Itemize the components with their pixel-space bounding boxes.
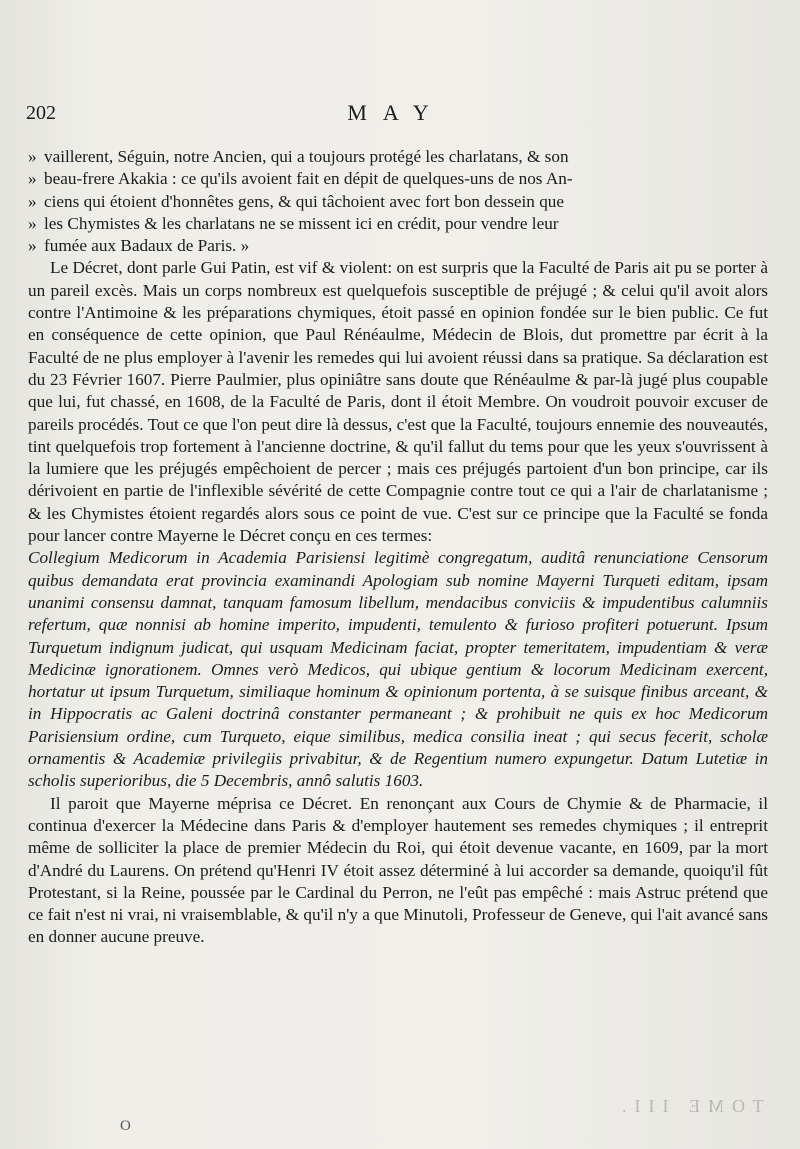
show-through-text: TOME III. [614, 1096, 764, 1116]
quote-line: » beau-frere Akakia : ce qu'ils avoient fait en dépit de quelques-uns de nos An- [28, 169, 573, 189]
quote-line: » ciens qui étoient d'honnêtes gens, & qui tâchoient avec fort bon dessein que [28, 191, 565, 211]
page-number: 202 [26, 102, 56, 124]
paragraph-mayerne: Il paroit que Mayerne méprisa ce Décret. En renonçant aux Cours de Chymie & de Pharmacie, il continua d'exercer la Médecine dans Paris & d'employer hautement ses remedes chymiques ; il entreprit même de solliciter la place de premier Médecin du Roi, qui étoit devenue vacante, en 1609, par la mort d'André du Laurens. On prétend qu'Henri IV étoit assez déterminé à lui accorder sa demande, quoiqu'il fût Protestant, si la Reine, poussée par le Cardinal du Perron, ne l'eût pas empêché : mais Astruc prétend que ce fait n'est ni vrai, ni vraisemblable, & qu'il n'y a que Minutoli, Professeur de Geneve, qui l'ait avancé sans en donner aucune preuve. [28, 793, 768, 947]
quote-line: » les Chymistes & les charlatans ne se missent ici en crédit, pour vendre leur [28, 213, 559, 233]
running-head: MAY [347, 100, 445, 125]
page-header [26, 100, 766, 130]
page-footer-mark: O [120, 1118, 131, 1134]
quote-line: » fumée aux Badaux de Paris. » [28, 236, 250, 256]
latin-decree: Collegium Medicorum in Academia Parisiensi legitimè congregatum, auditâ renunciatione Censorum quibus demandata erat provincia examinandi Apologiam sub nomine Mayerni Turqueti editam, ipsam unanimi consensu damnat, tanquam famosum libellum, mendacibus conviciis & impudentibus calumniis refertum, quæ nonnisi ab homine imperito, impudenti, temulento & furioso profiteri potuerunt. Ipsum Turquetum indignum judicat, qui usquam Medicinam faciat, propter temeritatem, impudentiam & veræ Medicinæ ignorationem. Omnes verò Medicos, qui ubique gentium & locorum Medicinam exercent, hortatur ut ipsum Turquetum, similiaque hominum & opinionum portenta, à se suisque finibus arceant, & in Hippocratis ac Galeni doctrinâ constanter permaneant ; & prohibuit ne quis ex hoc Medicorum Parisiensium ordine, cum Turqueto, eique similibus, medica consilia ineat ; qui secus fecerit, scholæ ornamentis & Academiæ privilegiis privabitur, & de Regentium numero expungetur. Datum Lutetiæ in scholis superioribus, die 5 Decembris, annô salutis 1603. [28, 548, 768, 791]
paragraph-decree-discussion: Le Décret, dont parle Gui Patin, est vif & violent: on est surpris que la Faculté de Paris ait pu se porter à un pareil excès. Mais un corps nombreux est quelquefois susceptible de préjugé ; & celui qu'il avoit alors contre l'Antimoine & les préparations chymiques, étoit passé en opinion fondée sur le bien public. Ce fut en conséquence de cette opinion, que Paul Rénéaulme, Médecin de Blois, dut promettre par écrit à la Faculté de ne plus employer à l'avenir les remedes qui lui avoient réussi dans sa pratique. Sa déclaration est du 23 Février 1607. Pierre Paulmier, plus opiniâtre sans doute que Rénéaulme & par-là jugé plus coupable que lui, fut chassé, en 1608, de la Faculté de Paris, dont il étoit Membre. On voudroit pouvoir excuser de pareils procédés. Tout ce que l'on peut dire là dessus, c'est que la Faculté, toujours ennemie des nouveautés, tint quelquefois trop fortement à l'ancienne doctrine, & qu'il fallut du tems pour que les yeux s'ouvrissent à la lumiere que les préjugés empêchoient de percer ; mais ces préjugés partoient d'un bon principe, car ils dérivoient en partie de l'inflexible sévérité de cette Compagnie contre tout ce qui a l'air de charlatanisme ; & les Chymistes étoient regardés alors sous ce point de vue. C'est sur ce principe que la Faculté se fonda pour lancer contre Mayerne le Décret conçu en ces termes: [28, 258, 768, 546]
quote-line: » vaillerent, Séguin, notre Ancien, qui a toujours protégé les charlatans, & son [28, 147, 569, 166]
body-text [28, 146, 768, 949]
